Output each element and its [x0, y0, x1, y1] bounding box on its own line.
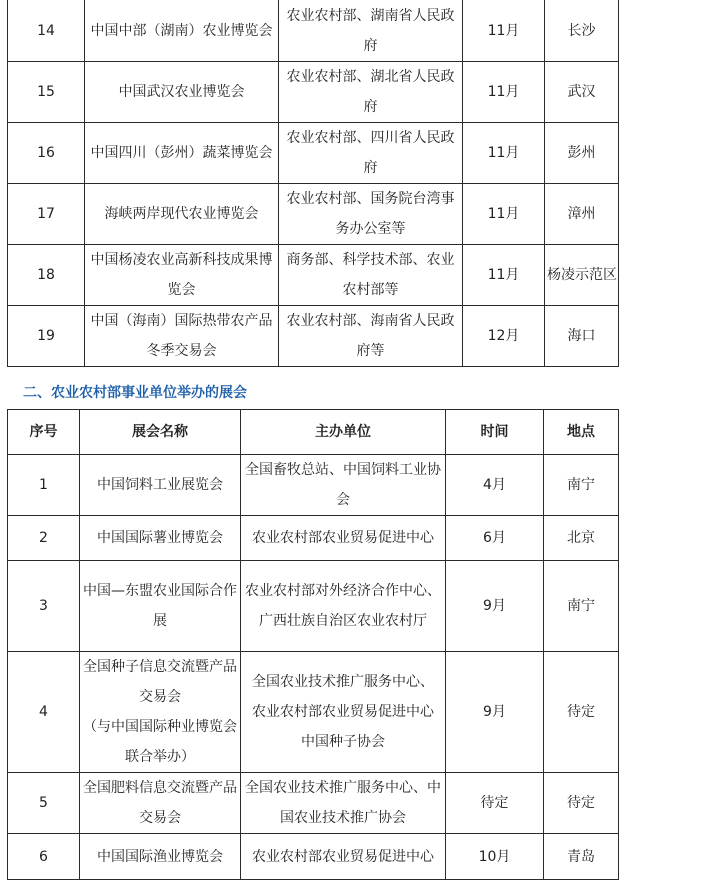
time: 6月	[446, 516, 544, 561]
row-number: 14	[8, 0, 85, 62]
section-heading: 二、农业农村部事业单位举办的展会	[23, 385, 247, 401]
row-number: 18	[8, 245, 85, 306]
exhibition-name: 中国（海南）国际热带农产品冬季交易会	[85, 306, 279, 367]
table-row	[8, 123, 619, 184]
table-row	[8, 561, 619, 652]
row-number: 5	[8, 773, 80, 834]
exhibition-name: 中国武汉农业博览会	[85, 62, 279, 123]
table-row	[8, 455, 619, 516]
row-number: 2	[8, 516, 80, 561]
table-row	[8, 516, 619, 561]
organizer: 全国畜牧总站、中国饲料工业协会	[241, 455, 446, 516]
table-header-row	[8, 410, 619, 455]
time: 4月	[446, 455, 544, 516]
row-number: 17	[8, 184, 85, 245]
organizer-cell	[241, 652, 446, 773]
exhibition-table-part2	[7, 409, 619, 880]
time: 11月	[463, 62, 545, 123]
column-header-time: 时间	[446, 410, 544, 455]
organizer-line: 中国种子协会	[301, 734, 385, 750]
organizer: 农业农村部、湖南省人民政府	[279, 0, 463, 62]
organizer: 农业农村部、海南省人民政府等	[279, 306, 463, 367]
exhibition-name: 全国种子信息交流暨产品交易会	[83, 659, 237, 705]
organizer: 商务部、科学技术部、农业农村部等	[279, 245, 463, 306]
exhibition-name-cell	[80, 652, 241, 773]
table-row	[8, 184, 619, 245]
place: 长沙	[545, 0, 619, 62]
table-row	[8, 773, 619, 834]
exhibition-name: 中国杨凌农业高新科技成果博览会	[85, 245, 279, 306]
exhibition-name: 中国饲料工业展览会	[80, 455, 241, 516]
exhibition-name: 海峡两岸现代农业博览会	[85, 184, 279, 245]
organizer: 农业农村部农业贸易促进中心	[241, 834, 446, 880]
place: 南宁	[544, 455, 619, 516]
table-row	[8, 652, 619, 773]
place: 杨凌示范区	[545, 245, 619, 306]
organizer: 农业农村部、四川省人民政府	[279, 123, 463, 184]
time: 12月	[463, 306, 545, 367]
row-number: 6	[8, 834, 80, 880]
row-number: 3	[8, 561, 80, 652]
exhibition-name: 中国—东盟农业国际合作展	[80, 561, 241, 652]
table-row	[8, 245, 619, 306]
row-number: 1	[8, 455, 80, 516]
exhibition-name: 中国国际渔业博览会	[80, 834, 241, 880]
exhibition-table-part1	[7, 0, 619, 367]
organizer-line: 农业农村部农业贸易促进中心	[252, 704, 434, 720]
exhibition-name: 中国四川（彭州）蔬菜博览会	[85, 123, 279, 184]
place: 南宁	[544, 561, 619, 652]
organizer: 农业农村部对外经济合作中心、广西壮族自治区农业农村厅	[241, 561, 446, 652]
place: 待定	[544, 652, 619, 773]
row-number: 15	[8, 62, 85, 123]
place: 武汉	[545, 62, 619, 123]
place: 海口	[545, 306, 619, 367]
table-row	[8, 834, 619, 880]
row-number: 4	[8, 652, 80, 773]
row-number: 16	[8, 123, 85, 184]
place: 彭州	[545, 123, 619, 184]
organizer: 农业农村部、湖北省人民政府	[279, 62, 463, 123]
column-header-name: 展会名称	[80, 410, 241, 455]
time: 11月	[463, 245, 545, 306]
column-header-no: 序号	[8, 410, 80, 455]
table-row	[8, 0, 619, 62]
organizer: 全国农业技术推广服务中心、中国农业技术推广协会	[241, 773, 446, 834]
time: 11月	[463, 0, 545, 62]
exhibition-name: 全国肥料信息交流暨产品交易会	[80, 773, 241, 834]
time: 11月	[463, 184, 545, 245]
time: 9月	[446, 652, 544, 773]
place: 青岛	[544, 834, 619, 880]
row-number: 19	[8, 306, 85, 367]
column-header-place: 地点	[544, 410, 619, 455]
time: 11月	[463, 123, 545, 184]
organizer: 农业农村部农业贸易促进中心	[241, 516, 446, 561]
exhibition-name: 中国国际薯业博览会	[80, 516, 241, 561]
place: 待定	[544, 773, 619, 834]
time: 10月	[446, 834, 544, 880]
table-row	[8, 306, 619, 367]
column-header-organizer: 主办单位	[241, 410, 446, 455]
place: 漳州	[545, 184, 619, 245]
place: 北京	[544, 516, 619, 561]
time: 9月	[446, 561, 544, 652]
organizer: 农业农村部、国务院台湾事务办公室等	[279, 184, 463, 245]
organizer-line: 全国农业技术推广服务中心、	[252, 674, 434, 690]
table-row	[8, 62, 619, 123]
time: 待定	[446, 773, 544, 834]
exhibition-name-note: （与中国国际种业博览会联合举办）	[83, 719, 237, 765]
exhibition-name: 中国中部（湖南）农业博览会	[85, 0, 279, 62]
